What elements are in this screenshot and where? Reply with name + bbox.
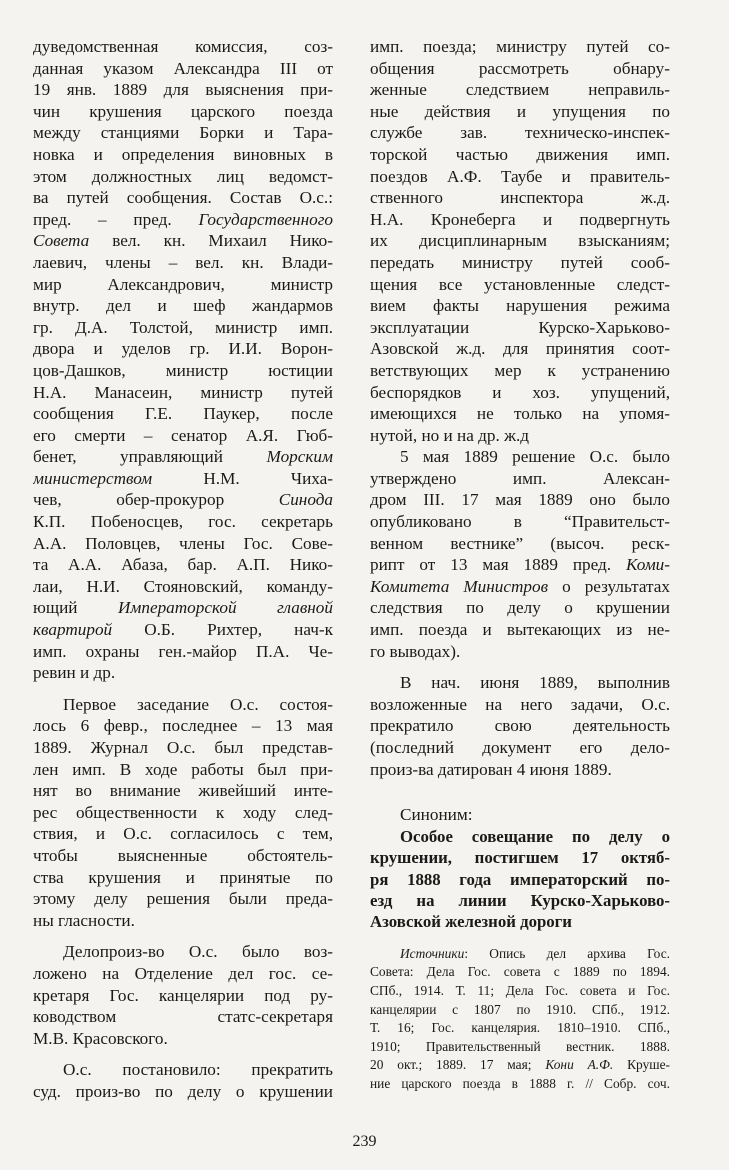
text-line: мир Александрович, министр (33, 274, 333, 294)
text-line: 5 мая 1889 решение О.с. было (400, 447, 670, 467)
text-line: А.А. Половцев, члены Гос. Сове- (33, 533, 333, 553)
text-line: кретаря Гос. канцелярии под ру- (33, 985, 333, 1005)
text-line: Азовской ж.д. для принятия соот- (370, 339, 670, 359)
text-line: Первое заседание О.с. состоя- (63, 694, 333, 714)
sources-line: канцелярии с 1807 по 1910. СПб., 1912. (370, 1001, 670, 1017)
text-line: нят во внимание живейший инте- (33, 781, 333, 801)
text-line: М.В. Красовского. (33, 1028, 168, 1048)
text-line: ные действия и упущения по (370, 101, 670, 121)
italic-term: Государственного (198, 209, 333, 229)
text-line: женные следствием неправиль- (370, 80, 670, 100)
text-line: та А.А. Абаза, бар. А.П. Нико- (33, 555, 333, 575)
text-line: (последний документ его дело- (370, 738, 670, 757)
text-line: имп. охраны ген.-майор П.А. Че- (33, 641, 333, 661)
synonym-heading (370, 826, 670, 933)
text-line: ющий Императорской главной (33, 598, 333, 618)
text-line: поездов А.Ф. Таубе и правитель- (370, 166, 670, 186)
text-line: опубликовано в “Правительст- (370, 512, 670, 532)
text-line: беспорядков и хоз. упущений, (370, 382, 670, 402)
text-line: данная указом Александра III от (33, 58, 333, 78)
italic-term: Морским (266, 447, 333, 467)
text-line: произ-ва датирован 4 июня 1889. (370, 759, 612, 779)
text-line: лаи, Н.И. Стояновский, команду- (33, 576, 333, 596)
sources-line: 20 окт.; 1889. 17 мая; Кони А.Ф. Круше- (370, 1057, 670, 1073)
text-line: ководством статс-секретаря (33, 1007, 333, 1027)
text-line: двора и уделов гр. И.И. Ворон- (33, 339, 333, 359)
text-line: службе зав. техническо-инспек- (370, 123, 670, 143)
text-line: цов-Дашков, министр юстиции (33, 360, 333, 380)
synonym-label: Синоним: (400, 805, 473, 825)
text-line: 1889. Журнал О.с. был представ- (33, 738, 333, 757)
italic-term: Кони А.Ф. (545, 1057, 614, 1073)
text-line: чев, обер-прокурор Синода (33, 490, 333, 510)
text-line: имеющихся не только на упомя- (370, 404, 670, 424)
text-line: прекратило свою деятельность (370, 716, 670, 736)
sources-block (370, 945, 670, 1094)
text-line: его смерти – сенатор А.Я. Гюб- (33, 425, 333, 445)
text-line: Совета вел. кн. Михаил Нико- (33, 231, 333, 251)
synonym-line: ря 1888 года императорский по- (370, 869, 670, 889)
text-line: их дисциплинарным взысканиям; (370, 231, 670, 251)
text-line: следствия по делу о крушении (370, 598, 670, 618)
text-line: пред. – пред. Государственного (33, 209, 333, 229)
text-line: ва путей сообщения. Состав О.с.: (33, 188, 333, 208)
text-line: имп. поезда; министру путей со- (370, 37, 670, 56)
text-line: Делопроиз-во О.с. было воз- (63, 942, 333, 962)
text-line: между станциями Борки и Тара- (33, 123, 333, 143)
text-line: квартирой О.Б. Рихтер, нач-к (33, 620, 333, 640)
text-line: ствия, и О.с. согласилось с тем, (33, 824, 333, 844)
text-line: утверждено имп. Алексан- (370, 468, 670, 488)
text-line: чин крушения царского поезда (33, 101, 333, 121)
text-line: 19 янв. 1889 для выяснения при- (33, 80, 333, 100)
text-line: дром III. 17 мая 1889 оно было (370, 490, 670, 510)
text-line: бенет, управляющий Морским (33, 447, 333, 467)
text-line: этому делу решения были преда- (33, 889, 333, 909)
text-line: возложенные на него задачи, О.с. (370, 694, 670, 714)
italic-term: Синода (278, 490, 333, 510)
text-line: эксплуатации Курско-Харьково- (370, 317, 670, 337)
text-line: В нач. июня 1889, выполнив (400, 673, 670, 693)
text-line: Н.А. Кронеберга и подвергнуть (370, 209, 670, 229)
page-number: 239 (352, 1133, 377, 1150)
sources-line: СПб., 1914. Т. 11; Дела Гос. совета и Гос. (370, 982, 670, 998)
italic-term: Коми- (626, 555, 670, 575)
italic-term: квартирой (33, 620, 113, 640)
text-line: ветствующих мер к устранению (370, 360, 670, 380)
sources-line: Т. 16; Гос. канцелярия. 1810–1910. СПб., (370, 1020, 670, 1036)
synonym-line: крушении, постигшем 17 октяб- (370, 848, 670, 868)
italic-term: Комитета Министров (370, 576, 549, 596)
sources-line: ние царского поезда в 1888 г. // Собр. соч. (370, 1075, 670, 1091)
text-line: лось 6 февр., последнее – 13 мая (33, 716, 333, 736)
text-line: новка и определения виновных в (33, 144, 333, 164)
text-line: Н.А. Манасеин, министр путей (33, 382, 333, 402)
text-line: Комитета Министров о результатах (370, 576, 670, 596)
text-line: общения рассмотреть обнару- (370, 58, 670, 78)
text-line: этом должностных лиц ведомст- (33, 166, 333, 186)
text-line: ны гласности. (33, 910, 135, 930)
text-line: лен имп. В ходе работы был при- (33, 759, 333, 779)
text-line: нутой, но и на др. ж.д (370, 425, 530, 445)
text-line: лаевич, члены – вел. кн. Влади- (33, 252, 333, 272)
text-line: суд. произ-во по делу о крушении (33, 1081, 333, 1101)
text-line: торской частью движения имп. (370, 144, 670, 164)
text-line: имп. поезда и вытекающих из не- (370, 620, 670, 640)
sources-line: 1910; Правительственный вестник. 1888. (370, 1038, 670, 1054)
text-line: рипт от 13 мая 1889 пред. Коми- (370, 555, 670, 575)
text-line: венном вестнике” (высоч. реск- (370, 533, 670, 553)
text-line: К.П. Побеносцев, гос. секретарь (33, 512, 333, 532)
text-line: ственного инспектора ж.д. (370, 188, 670, 208)
text-line: внутр. дел и шеф жандармов (33, 296, 333, 316)
text-line: го выводах). (370, 641, 461, 661)
synonym-line: Азовской железной дороги (370, 912, 572, 932)
sources-line: Совета: Дела Гос. совета с 1889 по 1894. (370, 964, 670, 980)
text-line: рес общественности к ходу след- (33, 802, 333, 822)
synonym-line: езд на линии Курско-Харьково- (370, 890, 670, 910)
text-line: ства крушения и принятые по (33, 867, 333, 887)
italic-term: Совета (33, 231, 90, 251)
text-line: сообщения Г.Е. Паукер, после (33, 404, 333, 424)
text-line: щения все установленные следст- (370, 274, 670, 294)
text-line: вием факты нарушения режима (370, 296, 670, 316)
text-line: передать министру путей сооб- (370, 252, 670, 272)
italic-term: министерством (33, 468, 153, 488)
text-line: чтобы выясненные обстоятель- (33, 845, 333, 865)
text-line: дуведомственная комиссия, соз- (33, 37, 333, 56)
text-line: О.с. постановило: прекратить (63, 1060, 333, 1080)
left-column (33, 36, 333, 1103)
right-column (370, 36, 670, 1093)
text-line: гр. Д.А. Толстой, министр имп. (33, 317, 333, 337)
text-line: ревин и др. (33, 663, 116, 683)
text-line: ложено на Отделение дел гос. се- (33, 963, 333, 983)
italic-term: Императорской главной (117, 598, 333, 618)
synonym-line: Особое совещание по делу о (400, 826, 670, 846)
sources-label: Источники (400, 945, 465, 961)
sources-line: Источники: Опись дел архива Гос. (400, 945, 670, 961)
text-line: министерством Н.М. Чиха- (33, 468, 333, 488)
